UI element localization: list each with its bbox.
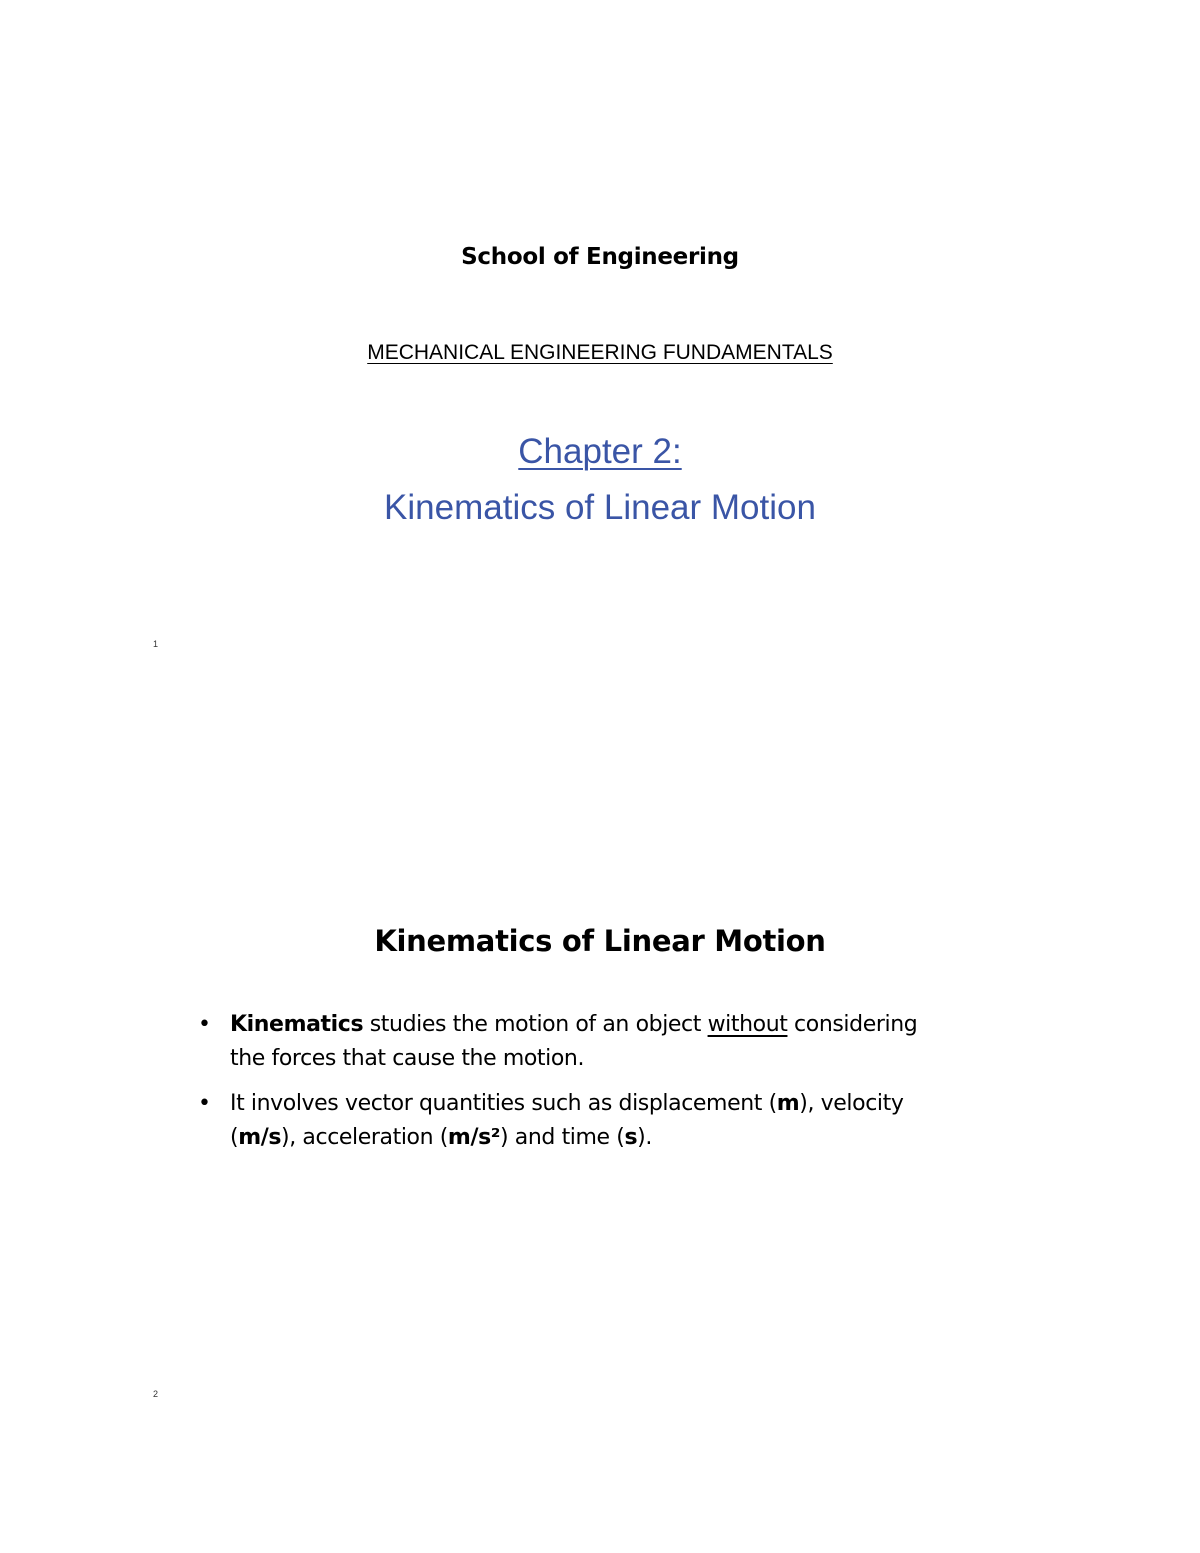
slide-title: Kinematics of Linear Motion xyxy=(374,924,826,958)
chapter-heading-text: Chapter 2: xyxy=(518,432,682,471)
unit-displacement: m xyxy=(776,1091,800,1116)
list-item xyxy=(198,1087,918,1155)
course-title xyxy=(0,341,1200,365)
bullet-text: It involves vector quantities such as displacement ( xyxy=(230,1091,777,1116)
bullet-text: considering the forces that cause the motion. xyxy=(230,1012,918,1071)
list-item xyxy=(198,1008,918,1076)
bullet-text: ). xyxy=(637,1125,652,1150)
emphasis-without: without xyxy=(707,1012,788,1037)
term-kinematics: Kinematics xyxy=(230,1012,364,1037)
bullet-text: ), velocity ( xyxy=(230,1091,904,1150)
unit-velocity: m/s xyxy=(238,1125,282,1150)
school-name: School of Engineering xyxy=(461,244,739,270)
bullet-text: ), acceleration ( xyxy=(281,1125,448,1150)
bullet-text: studies the motion of an object xyxy=(363,1012,708,1037)
slide-2 xyxy=(0,776,1200,1553)
unit-acceleration: m/s² xyxy=(447,1125,501,1150)
bullet-icon: • xyxy=(198,1091,211,1116)
unit-time: s xyxy=(624,1125,638,1150)
chapter-heading xyxy=(0,432,1200,472)
page-number: 1 xyxy=(153,639,159,649)
bullet-icon: • xyxy=(198,1012,211,1037)
chapter-subtitle: Kinematics of Linear Motion xyxy=(384,488,816,527)
page-number: 2 xyxy=(153,1389,159,1399)
slide-1 xyxy=(0,0,1200,776)
bullet-text: ) and time ( xyxy=(500,1125,625,1150)
bullet-list xyxy=(198,1008,918,1166)
course-title-text: MECHANICAL ENGINEERING FUNDAMENTALS xyxy=(367,341,833,364)
